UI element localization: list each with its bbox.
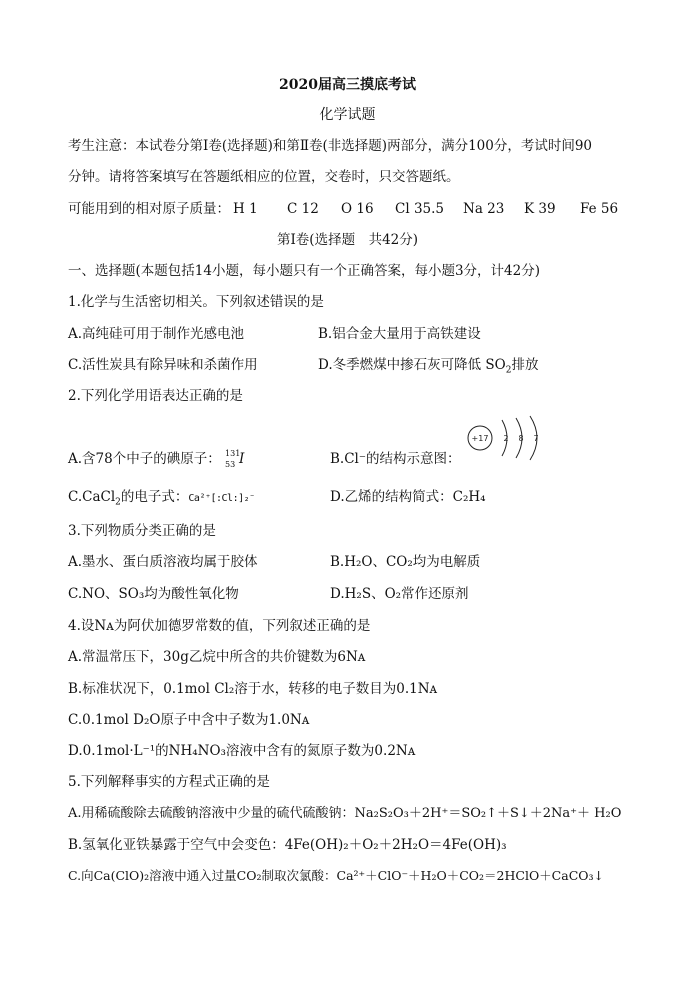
q5-stem: 5.下列解释事实的方程式正确的是: [68, 774, 270, 790]
q5-option-b: B.氢氧化亚铁暴露于空气中会变色：4Fe(OH)₂＋O₂＋2H₂O＝4Fe(OH)₃: [68, 837, 507, 853]
q2-option-d: D.乙烯的结构简式：C₂H₄: [330, 489, 486, 505]
atomic-masses-label: 可能用到的相对原子质量：: [68, 201, 230, 217]
atomic-mass-k: K 39: [524, 201, 556, 217]
q1-stem: 1.化学与生活密切相关。下列叙述错误的是: [68, 294, 324, 310]
atomic-mass-cl: Cl 35.5: [395, 201, 444, 217]
cl-ion-structure-diagram: [466, 414, 556, 464]
q2-a-symbol: I: [239, 451, 245, 467]
atomic-mass-fe: Fe 56: [580, 201, 619, 217]
q3-stem: 3.下列物质分类正确的是: [68, 523, 216, 539]
q4-stem: 4.设Nᴀ为阿伏加德罗常数的值，下列叙述正确的是: [68, 618, 371, 634]
shell-2-count: 8: [518, 434, 524, 443]
q2-option-b: B.Cl⁻的结构示意图：: [330, 451, 461, 467]
shell-1-count: 2: [503, 434, 509, 443]
q4-option-c: C.0.1mol D₂O原子中含中子数为1.0Nᴀ: [68, 712, 310, 728]
atomic-mass-h: H 1: [233, 201, 258, 217]
section-instructions: 一、选择题(本题包括14小题，每小题只有一个正确答案，每小题3分，计42分): [68, 263, 540, 279]
q1-d-post: 排放: [511, 357, 539, 373]
q2-a-mass-number: 131: [225, 449, 241, 458]
q3-option-a: A.墨水、蛋白质溶液均属于胶体: [68, 554, 258, 570]
atomic-mass-o: O 16: [341, 201, 374, 217]
atomic-masses: [68, 200, 648, 218]
q4-option-d: D.0.1mol·L⁻¹的NH₄NO₃溶液中含有的氮原子数为0.2Nᴀ: [68, 743, 416, 759]
q2-c-post: 的电子式：: [120, 489, 189, 505]
q2-a-atomic-number: 53: [225, 460, 236, 469]
q3-option-d: D.H₂S、O₂常作还原剂: [330, 586, 469, 602]
q2-stem: 2.下列化学用语表达正确的是: [68, 388, 243, 404]
section-title: 第Ⅰ卷(选择题 共42分): [276, 232, 419, 248]
nucleus-charge: +17: [471, 434, 489, 443]
q2-a-nuclide: [225, 450, 251, 468]
notice-line-2: 分钟。请将答案填写在答题纸相应的位置，交卷时，只交答题纸。: [68, 169, 460, 185]
q1-d-sub: 2: [505, 365, 512, 376]
q1-d-pre: D.冬季燃煤中掺石灰可降低 SO: [318, 357, 506, 373]
q1-option-a: A.高纯硅可用于制作光感电池: [68, 326, 245, 342]
shell-3-count: 7: [533, 434, 539, 443]
q4-option-b: B.标准状况下，0.1mol Cl₂溶于水，转移的电子数目为0.1Nᴀ: [68, 681, 438, 697]
q2-c-sub: 2: [115, 497, 121, 508]
q3-option-b: B.H₂O、CO₂均为电解质: [330, 554, 481, 570]
q1-option-c: C.活性炭具有除异味和杀菌作用: [68, 357, 258, 373]
q2-option-c: [68, 488, 255, 508]
atomic-mass-c: C 12: [287, 201, 319, 217]
exam-title: 2020届高三摸底考试: [279, 77, 416, 93]
q4-option-a: A.常温常压下，30g乙烷中所含的共价键数为6Nᴀ: [68, 649, 366, 665]
q2-c-pre: C.CaCl: [68, 489, 116, 505]
q2-option-a: [68, 450, 251, 468]
q2-c-electron-formula: Ca²⁺[:Cl:]₂⁻: [188, 493, 255, 504]
q1-option-b: B.铝合金大量用于高铁建设: [318, 326, 481, 342]
atomic-mass-na: Na 23: [463, 201, 505, 217]
q1-option-d: [318, 356, 538, 374]
exam-subtitle: 化学试题: [319, 107, 376, 123]
q5-option-c: C.向Ca(ClO)₂溶液中通入过量CO₂制取次氯酸：Ca²⁺＋ClO⁻＋H₂O＋CO₂＝2HClO＋CaCO₃↓: [68, 868, 604, 883]
q5-option-a: A.用稀硫酸除去硫酸钠溶液中少量的硫代硫酸钠：Na₂S₂O₃＋2H⁺＝SO₂↑＋S↓＋2Na⁺＋ H₂O: [68, 806, 622, 821]
q2-a-text: A.含78个中子的碘原子：: [68, 451, 221, 467]
notice-line-1: 考生注意：本试卷分第Ⅰ卷(选择题)和第Ⅱ卷(非选择题)两部分，满分100分，考试时间90: [68, 138, 593, 154]
q3-option-c: C.NO、SO₃均为酸性氧化物: [68, 586, 239, 602]
